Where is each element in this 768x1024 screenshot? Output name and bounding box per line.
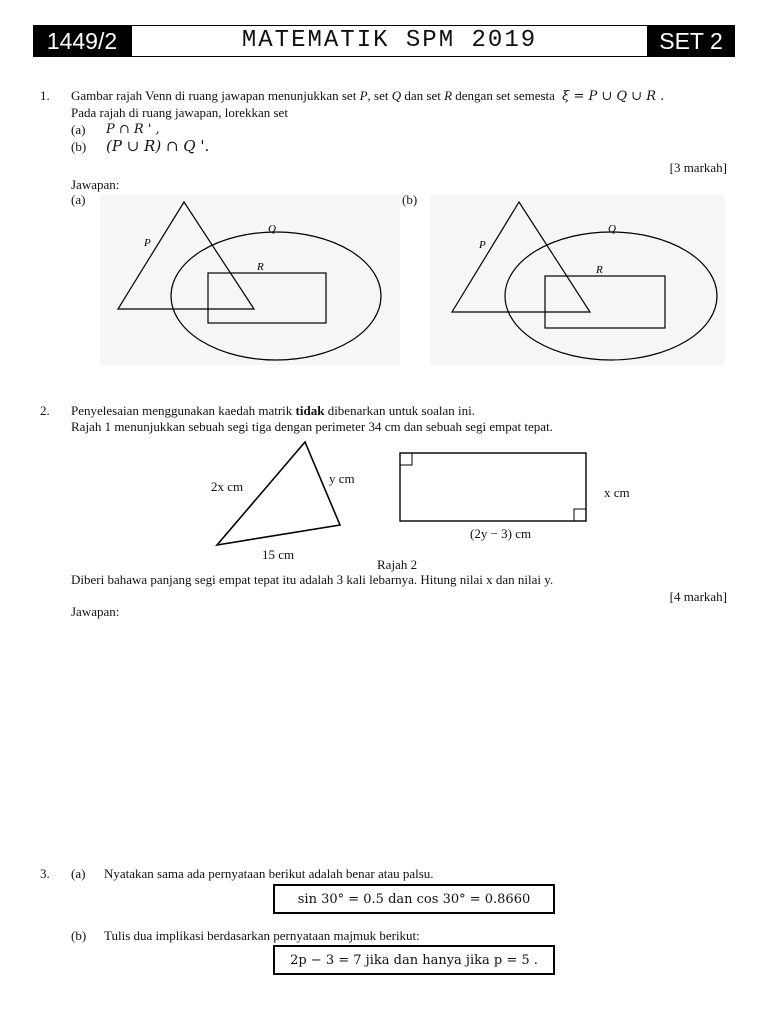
label-r: R xyxy=(596,264,603,276)
q2-line3: Diberi bahawa panjang segi empat tepat itu adalah 3 kali lebarnya. Hitung nilai x dan nilai y. xyxy=(71,572,554,587)
compound-statement-box: 2p − 3 = 7 jika dan hanya jika p = 5 . xyxy=(273,945,555,975)
rectangle-length-label: (2y − 3) cm xyxy=(470,526,532,541)
figure-caption: Rajah 2 xyxy=(377,557,418,572)
q2-line1: Penyelesaian menggunakan kaedah matrik tidak dibenarkan untuk soalan ini. xyxy=(71,403,475,418)
paper-code: 1449/2 xyxy=(33,25,131,57)
q2-number: 2. xyxy=(40,403,50,418)
rectangle-figure xyxy=(395,448,595,528)
venn-b-label: (b) xyxy=(402,192,418,207)
rectangle-shape xyxy=(400,453,586,521)
q1-b-expr: (P ∪ R) ∩ Q '. xyxy=(106,137,210,155)
label-q: Q xyxy=(608,223,616,235)
q1-marks: [3 markah] xyxy=(669,160,727,175)
universal-set: ξ = P ∪ Q ∪ R . xyxy=(562,89,665,104)
q1-answer-label: Jawapan: xyxy=(71,177,120,192)
q3-a-text: Nyatakan sama ada pernyataan berikut adalah benar atau palsu. xyxy=(104,866,434,881)
q1-a-label: (a) xyxy=(71,122,86,137)
q2-answer-label: Jawapan: xyxy=(71,604,120,619)
venn-diagram-a xyxy=(100,195,400,365)
diagram-background xyxy=(430,195,725,365)
triangle-side-left-label: 2x cm xyxy=(211,479,244,494)
q2-line2: Rajah 1 menunjukkan sebuah segi tiga dengan perimeter 34 cm dan sebuah segi empat tepat. xyxy=(71,419,553,434)
q3-b-label: (b) xyxy=(71,928,87,943)
label-p: P xyxy=(479,239,486,251)
label-q: Q xyxy=(268,223,276,235)
q1-a-expr: P ∩ R ' , xyxy=(106,122,160,137)
paper-title: MATEMATIK SPM 2019 xyxy=(131,25,648,57)
venn-diagram-b xyxy=(430,195,725,365)
statement-box: sin 30° = 0.5 dan cos 30° = 0.8660 xyxy=(273,884,555,914)
rectangle-width-label: x cm xyxy=(604,485,630,500)
q1-number: 1. xyxy=(40,88,50,103)
right-angle-mark xyxy=(400,453,412,465)
q3-number: 3. xyxy=(40,866,50,881)
q2-marks: [4 markah] xyxy=(669,589,727,604)
right-angle-mark xyxy=(574,509,586,521)
label-p: P xyxy=(144,237,151,249)
set-label: SET 2 xyxy=(647,25,735,57)
diagram-background xyxy=(100,195,400,365)
triangle-side-bottom-label: 15 cm xyxy=(262,547,295,562)
q3-b-text: Tulis dua implikasi berdasarkan pernyataan majmuk berikut: xyxy=(104,928,420,943)
triangle-side-right-label: y cm xyxy=(329,471,355,486)
triangle-figure xyxy=(200,435,370,565)
venn-a-label: (a) xyxy=(71,192,86,207)
label-r: R xyxy=(257,261,264,273)
q1-b-label: (b) xyxy=(71,139,87,154)
q3-a-label: (a) xyxy=(71,866,86,881)
q1-line1: Gambar rajah Venn di ruang jawapan menunjukkan set P, set Q dan set R dengan set semesta ξ = P ∪ Q ∪ R . xyxy=(71,88,665,104)
q1-line2: Pada rajah di ruang jawapan, lorekkan set xyxy=(71,105,288,120)
